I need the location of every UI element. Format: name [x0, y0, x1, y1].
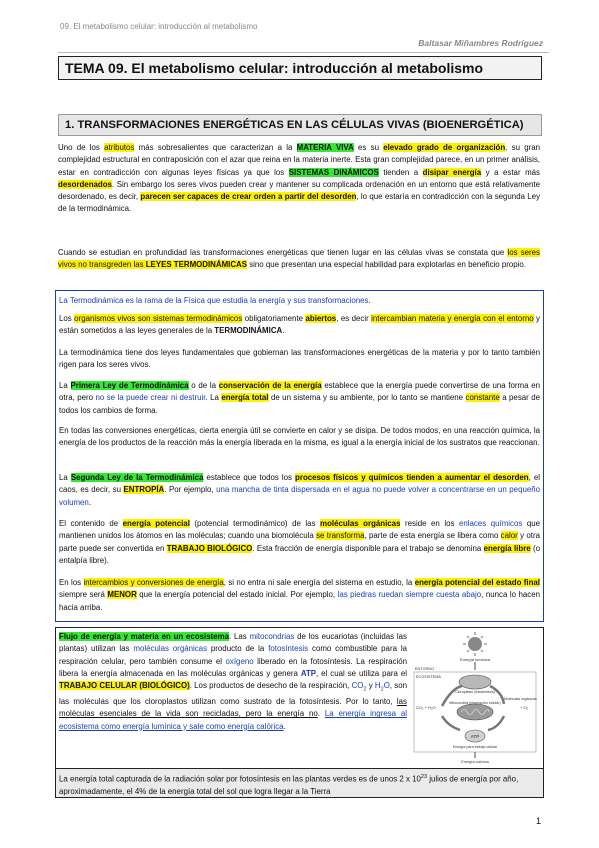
exchange-paragraph: En los intercambios y conversiones de energía, si no entra ni sale energía del sistema en estudio, la energía potencial del estado final siempre será MENOR que la energía potencial del estado inicial. Por ejemplo, las piedras ruedan siempre cuesta abajo, nunca lo hacen hacia arriba. — [59, 578, 541, 612]
running-header-author: Baltasar Miñambres Rodríguez — [418, 38, 543, 48]
intro-paragraph-1: Uno de los atributos más sobresalientes que caracterizan a la MATERIA VIVA es su elevado grado de organización, su gran complejidad estructural en contraposición con el azar que reina en la materia inerte. Esta gran complejidad parece, en un primer análisis, estar en contradicción con algunas leyes físicas ya que los SISTEMAS DINÁMICOS tienden a disipar energía y a estar más desordenados. Sin embargo los seres vivos pueden crear y mantener su complicada ordenación en un entorno que está relativamente desordenado, es decir, parecen ser capaces de crear orden a partir del desorden, lo que estaría en contradicción con la segunda Ley de la termodinámica. — [58, 143, 541, 214]
solar-energy-note: La energía total capturada de la radiación solar por fotosíntesis en las plantas verdes es de unos 2 x $10^{23}$ julios de energía por año, aproximadamente, el 4% de la energía total del sol que logra llegar a la Tierra — [55, 768, 544, 798]
open-systems-paragraph: Los organismos vivos son sistemas termodinámicos obligatoriamente abiertos, es decir intercambian materia y energía con el entorno y están sometidos a las leyes generales de la TERMODINÁMICA. — [59, 314, 540, 336]
diagram-label-o2: + O₂ — [520, 705, 529, 710]
chloroplast-icon — [459, 675, 491, 689]
diagram-label-work: Energía para trabajo celular — [452, 745, 498, 749]
two-laws-paragraph: La termodinámica tiene dos leyes fundamentales que gobiernan las transformaciones energéticas de la materia y por lo tanto también rigen para los seres vivos. — [59, 348, 540, 370]
diagram-label-mitochondrion: Mitocondria (respiración celular) — [449, 701, 501, 705]
sun-icon — [463, 632, 487, 656]
mitochondrion-icon — [457, 704, 493, 720]
ecosystem-box — [55, 627, 544, 769]
ecosystem-paragraph: Flujo de energía y materia en un ecosistema. Las mitocondrias de los eucariotas (incluidas las plantas) utilizan las moléculas orgánicas producto de la fotosíntesis como combustible para la respiración celular, pero también consume el oxígeno liberado en la fotosíntesis. La respiración libera la energía almacenada en las moléculas orgánicas y genera ATP, el cual se utiliza para el TRABAJO CELULAR (BIOLÓGICO). Los productos de desecho de la respiración, $CO_2$ y $H_2O$, son las moléculas que los cloroplastos utilizan como sustrato de la fotosíntesis. Por lo tanto, las moléculas esenciales de la vida son recicladas, pero la energía no. La energía ingresa al ecosistema como energía lumínica y sale como energía calórica. — [59, 632, 407, 731]
diagram-label-chloroplast: Cloroplasto (fotosíntesis) — [455, 690, 495, 694]
page-number: 1 — [535, 816, 541, 826]
cycle-arrow-bottom-right — [488, 716, 504, 730]
diagram-label-atp: ATP — [470, 734, 480, 739]
section-heading: 1. TRANSFORMACIONES ENERGÉTICAS EN LAS CÉLULAS VIVAS (BIOENERGÉTICA) — [58, 114, 542, 136]
second-law-paragraph: La Segunda Ley de la Termodinámica establece que todos los procesos físicos y químicos tienden a aumentar el desorden, el caos, es decir, su ENTROPÍA. Por ejemplo, una mancha de tinta dispersada en el agua no puede volver a concentrarse en un pequeño volumen. — [59, 473, 541, 507]
cycle-arrow-bottom-left — [442, 716, 460, 730]
diagram-label-co2h2o: CO₂ + H₂O — [416, 705, 436, 710]
diagram-label-ecosistema: ECOSISTEMA — [416, 675, 441, 679]
diagram-label-heat: Energía calórica — [461, 760, 489, 764]
thermodynamics-box — [55, 290, 544, 622]
potential-energy-paragraph: El contenido de energía potencial (potencial termodinámico) de las moléculas orgánicas reside en los enlaces químicos que mantienen unidos los átomos en las moléculas; cuando una biomolécula se transforma, parte de esta energía se libera como calor y otra parte puede ser convertida en TRABAJO BIOLÓGICO. Esta fracción de energía disponible para el trabajo se denomina energía libre (o entalpía libre). — [59, 519, 541, 565]
diagram-label-sun: Energía lumínica — [459, 657, 491, 662]
first-law-paragraph: La Primera Ley de Termodinámica o de la conservación de la energía establece que la energía puede convertirse de una forma en otra, pero no se la puede crear ni destruir. La energía total de un sistema y su ambiente, por lo tanto se mantiene constante a pesar de todos los cambios de forma. — [59, 381, 541, 415]
running-header-chapter: 09. El metabolismo celular: introducción al metabolismo — [60, 22, 258, 31]
energy-conversion-paragraph: En todas las conversiones energéticas, cierta energía útil se convierte en calor y se disipa. De todos modos, en una reacción química, la energía de los productos de la reacción más la energía liberada en la misma, es igual a la energía inicial de los sustratos que reaccionan. — [59, 426, 540, 448]
page-title: TEMA 09. El metabolismo celular: introducción al metabolismo — [58, 56, 542, 80]
thermo-definition: La Termodinámica es la rama de la Física que estudia la energía y sus transformaciones. — [59, 296, 371, 305]
header-divider — [58, 52, 549, 53]
diagram-label-organic: Moléculas orgánicas — [504, 697, 537, 701]
intro-paragraph-2: Cuando se estudian en profundidad las transformaciones energéticas que tienen lugar en las células vivas se constata que los seres vivos no transgreden las LEYES TERMODINÁMICAS sino que presentan una especial habilidad para explotarlas en beneficio propio. — [58, 248, 540, 270]
energy-flow-diagram — [412, 632, 538, 764]
diagram-label-entorno: ENTORNO — [415, 667, 434, 671]
